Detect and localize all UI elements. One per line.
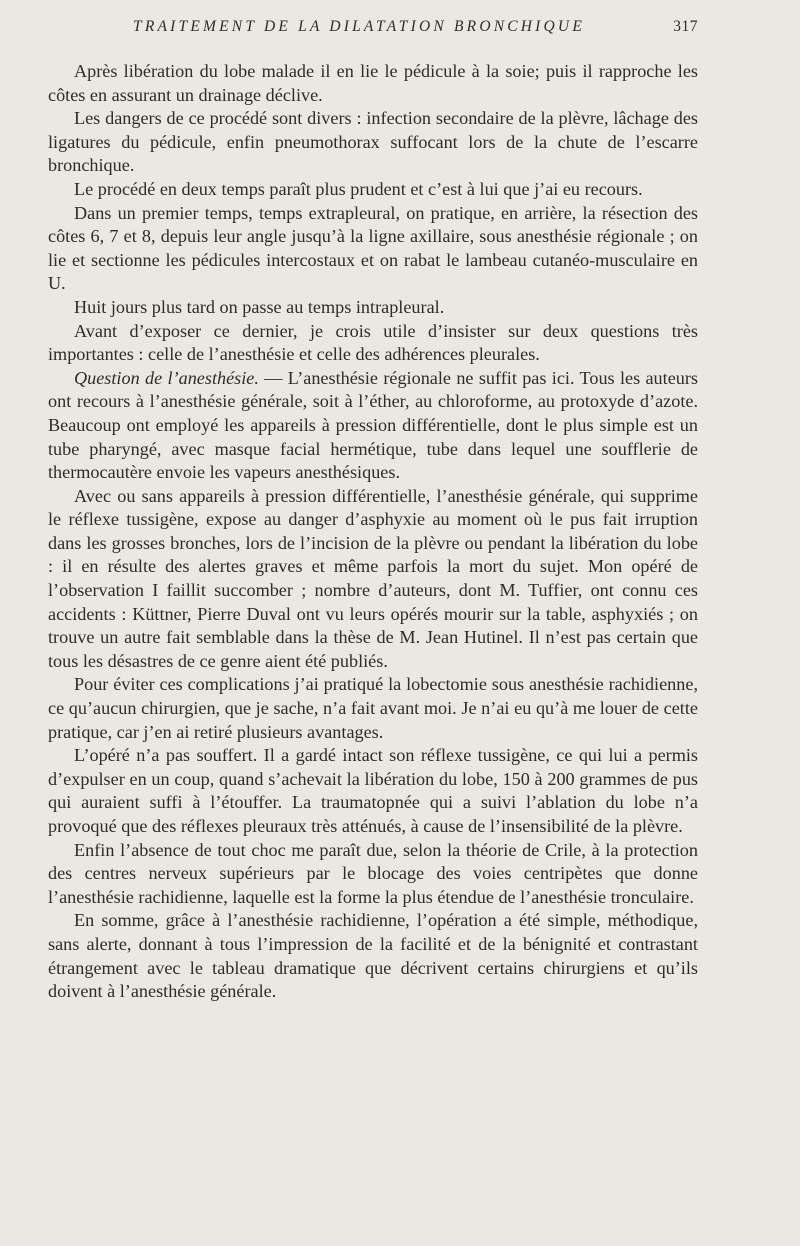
paragraph: Enfin l’absence de tout choc me paraît due, selon la théorie de Crile, à la protection des centres nerveux supérieurs par le blocage des voies centripètes que donne l’anesthésie rachidienne, laquelle est la forme la plus étendue de l’anesthésie tronculaire. <box>48 839 698 907</box>
paragraph: Pour éviter ces complications j’ai pratiqué la lobectomie sous anesthésie rachidienne, ce qu’aucun chirurgien, que je sache, n’a fait avant moi. Je n’ai eu qu’à me louer de cette pratique, car j’en ai retiré plusieurs avantages. <box>48 674 698 742</box>
paragraph: Les dangers de ce procédé sont divers : infection secondaire de la plèvre, lâchage des ligatures du pédicule, enfin pneumothorax suffocant lors de la chute de l’escarre bronchique. <box>48 108 698 176</box>
paragraph: Avant d’exposer ce dernier, je crois utile d’insister sur deux questions très importantes : celle de l’anesthésie et celle des adhérences pleurales. <box>48 320 698 365</box>
paragraph: Dans un premier temps, temps extrapleural, on pratique, en arrière, la résection des côtes 6, 7 et 8, depuis leur angle jusqu’à la ligne axillaire, sous anesthésie régionale ; on lie et sectionne les pédicules intercostaux et on rabat le lambeau cutanéo-musculaire en U. <box>48 202 698 294</box>
paragraph: En somme, grâce à l’anesthésie rachidienne, l’opération a été simple, méthodique, sans alerte, donnant à tous l’impression de la facilité et de la bénignité et contrastant étrangement avec le tableau dramatique que décrivent certains chirurgiens et qu’ils doivent à l’anesthésie générale. <box>48 910 698 1002</box>
paragraph: Huit jours plus tard on passe au temps intrapleural. <box>74 296 445 317</box>
section-heading-italic: Question de l’anesthésie. <box>74 367 259 388</box>
paragraph: Après libération du lobe malade il en lie le pédicule à la soie; puis il rapproche les côtes en assurant un drainage déclive. <box>48 61 698 105</box>
running-title: TRAITEMENT DE LA DILATATION BRONCHIQUE <box>133 18 585 35</box>
page-number: 317 <box>673 18 698 35</box>
paragraph: L’opéré n’a pas souffert. Il a gardé intact son réflexe tussigène, ce qui lui a permis d’expulser en un coup, quand s’achevait la libération du lobe, 150 à 200 grammes de pus qui auraient suffi à l’étouffer. La traumatopnée qui a suivi l’ablation du lobe n’a provoqué que des réflexes pleuraux très atténués, à cause de l’insensibilité de la plèvre. <box>48 745 698 836</box>
paragraph: Le procédé en deux temps paraît plus prudent et c’est à lui que j’ai eu recours. <box>74 178 643 199</box>
paragraph: Question de l’anesthésie. — L’anesthésie régionale ne suffit pas ici. Tous les auteurs ont recours à l’anesthésie générale, soit à l’éther, au chloroforme, au protoxyde d’azote. Beaucoup ont employé les appareils à pression différentielle, dont le plus simple est un tube pharyngé, avec masque facial hermétique, tube dans lequel une soufflerie de thermocautère envoie les vapeurs anesthésiques. <box>48 367 698 483</box>
page-header <box>48 18 698 44</box>
body-text <box>48 60 698 1004</box>
paragraph: Avec ou sans appareils à pression différentielle, l’anesthésie générale, qui supprime le réflexe tussigène, expose au danger d’asphyxie au moment où le pus fait irruption dans les grosses bronches, lors de l’incision de la plèvre ou pendant la libération du lobe : il en résulte des alertes graves et même parfois la mort du sujet. Mon opéré de l’observation I faillit succomber ; nombre d’auteurs, dont M. Tuffier, ont connu ces accidents : Küttner, Pierre Duval ont vu leurs opérés mourir sur la table, asphyxiés ; on trouve un autre fait semblable dans la thèse de M. Jean Hutinel. Il n’est pas certain que tous les désastres de ce genre aient été publiés. <box>48 485 698 671</box>
